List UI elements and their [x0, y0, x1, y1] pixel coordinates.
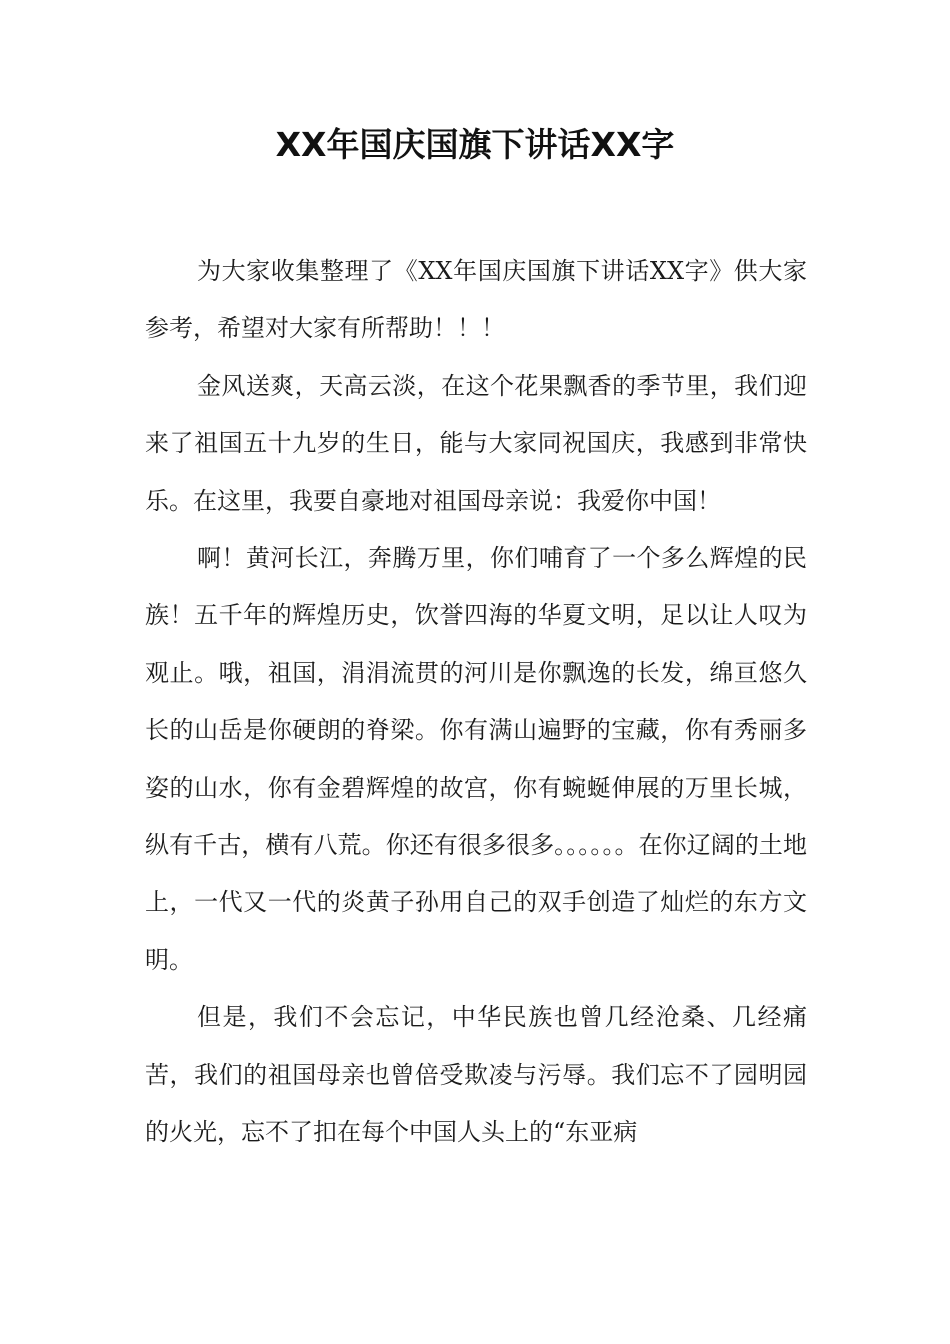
- paragraph-autumn: 金风送爽，天高云淡，在这个花果飘香的季节里，我们迎来了祖国五十九岁的生日，能与大家同祝国庆，我感到非常快乐。在这里，我要自豪地对祖国母亲说：我爱你中国！: [145, 371, 807, 515]
- document-title: XX年国庆国旗下讲话XX字: [275, 125, 675, 164]
- paragraph-history: 但是，我们不会忘记，中华民族也曾几经沧桑、几经痛苦，我们的祖国母亲也曾倍受欺凌与污辱。我们忘不了园明园的火光，忘不了扣在每个中国人头上的“东亚病: [145, 1003, 807, 1147]
- paragraph-intro: 为大家收集整理了《XX年国庆国旗下讲话XX字》供大家参考，希望对大家有所帮助！！！: [145, 257, 807, 343]
- document-body: [145, 243, 807, 1162]
- paragraph-rivers: 啊！黄河长江，奔腾万里，你们哺育了一个多么辉煌的民族！五千年的辉煌历史，饮誉四海的华夏文明，足以让人叹为观止。哦，祖国，涓涓流贯的河川是你飘逸的长发，绵亘悠久长的山岳是你硬朗的脊梁。你有满山遍野的宝藏，你有秀丽多姿的山水，你有金碧辉煌的故宫，你有蜿蜒伸展的万里长城，纵有千古，横有八荒。你还有很多很多。。。。。。在你辽阔的土地上，一代又一代的炎黄子孙用自己的双手创造了灿烂的东方文明。: [145, 544, 807, 974]
